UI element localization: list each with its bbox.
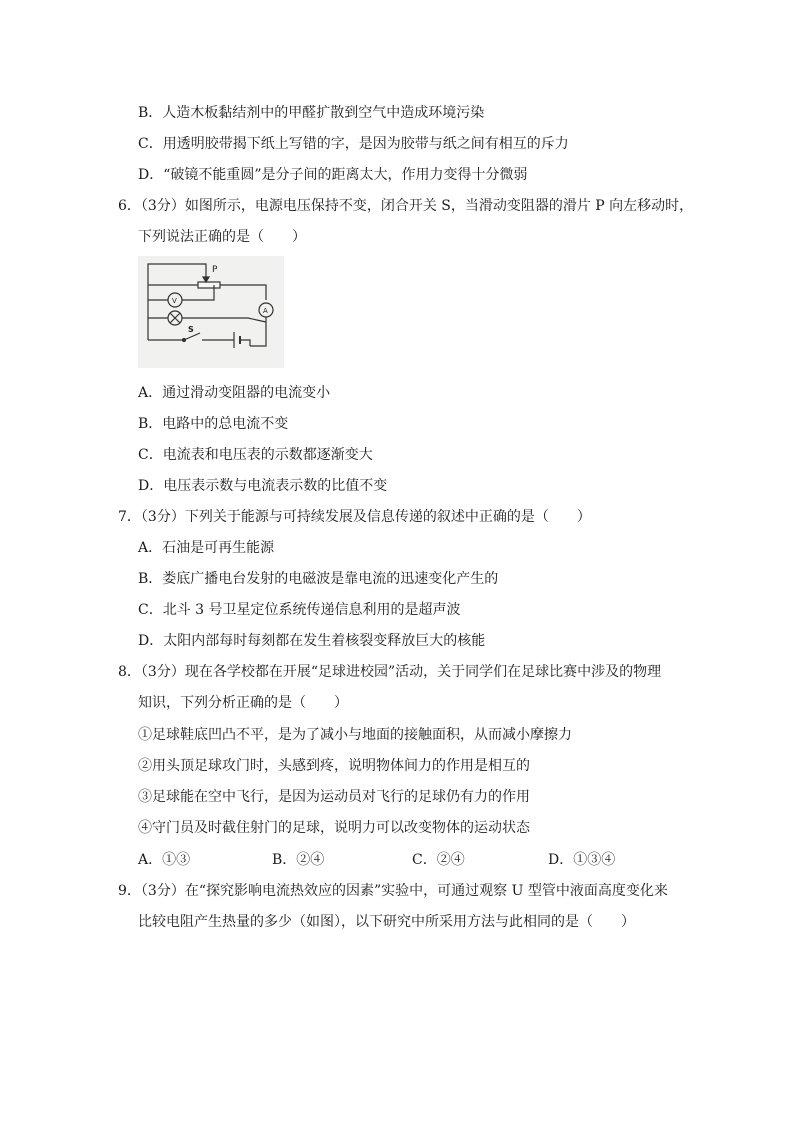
q7-option-d: D．太阳内部每时每刻都在发生着核裂变释放巨大的核能 xyxy=(138,633,486,649)
q5-option-d: D．“破镜不能重圆”是分子间的距离太大，作用力变得十分微弱 xyxy=(138,167,528,183)
q7-option-b: B．娄底广播电台发射的电磁波是靠电流的迅速变化产生的 xyxy=(138,571,499,587)
q8-option-a: A．①③ xyxy=(138,852,191,868)
q7-stem: 7．（3分）下列关于能源与可持续发展及信息传递的叙述中正确的是（ ） xyxy=(118,509,591,525)
label-v: V xyxy=(172,297,177,305)
q6-option-c: C．电流表和电压表的示数都逐渐变大 xyxy=(138,447,373,463)
label-p: P xyxy=(212,265,218,275)
q6-option-a: A．通过滑动变阻器的电流变小 xyxy=(138,385,331,401)
q6-option-d: D．电压表示数与电流表示数的比值不变 xyxy=(138,478,388,494)
q8-option-b: B．②④ xyxy=(272,852,325,868)
label-s: S xyxy=(188,325,194,334)
circuit-diagram xyxy=(138,256,284,368)
circuit-diagram-svg xyxy=(138,256,284,368)
q5-option-b: B．人造木板黏结剂中的甲醛扩散到空气中造成环境污染 xyxy=(138,105,485,121)
q6-option-b: B．电路中的总电流不变 xyxy=(138,416,289,432)
q7-option-a: A．石油是可再生能源 xyxy=(138,540,275,556)
q8-statement-1: ①足球鞋底凹凸不平，是为了减小与地面的接触面积，从而减小摩擦力 xyxy=(138,727,572,743)
q9-stem-line2: 比较电阻产生热量的多少（如图），以下研究中所采用方法与此相同的是（ ） xyxy=(138,914,635,930)
label-a: A xyxy=(263,307,268,315)
q6-stem-line2: 下列说法正确的是（ ） xyxy=(138,229,306,245)
q8-stem-line1: 8．（3分）现在各学校都在开展“足球进校园”活动，关于同学们在足球比赛中涉及的物理 xyxy=(118,664,662,680)
q7-option-c: C．北斗 3 号卫星定位系统传递信息利用的是超声波 xyxy=(138,602,461,618)
q8-statement-4: ④守门员及时截住射门的足球，说明力可以改变物体的运动状态 xyxy=(138,820,530,836)
q8-option-d: D．①③④ xyxy=(548,852,616,868)
q8-stem-line2: 知识，下列分析正确的是（ ） xyxy=(138,695,348,711)
q6-stem-line1: 6．（3分）如图所示，电源电压保持不变，闭合开关 S，当滑动变阻器的滑片 P 向左移动时， xyxy=(118,198,694,214)
q9-stem-line1: 9．（3分）在“探究影响电流热效应的因素”实验中，可通过观察 U 型管中液面高度变化来 xyxy=(118,883,668,899)
q8-statement-2: ②用头顶足球攻门时，头感到疼，说明物体间力的作用是相互的 xyxy=(138,758,530,774)
q8-option-c: C．②④ xyxy=(412,852,465,868)
q5-option-c: C．用透明胶带揭下纸上写错的字，是因为胶带与纸之间有相互的斥力 xyxy=(138,136,569,152)
q8-statement-3: ③足球能在空中飞行，是因为运动员对飞行的足球仍有力的作用 xyxy=(138,789,530,805)
